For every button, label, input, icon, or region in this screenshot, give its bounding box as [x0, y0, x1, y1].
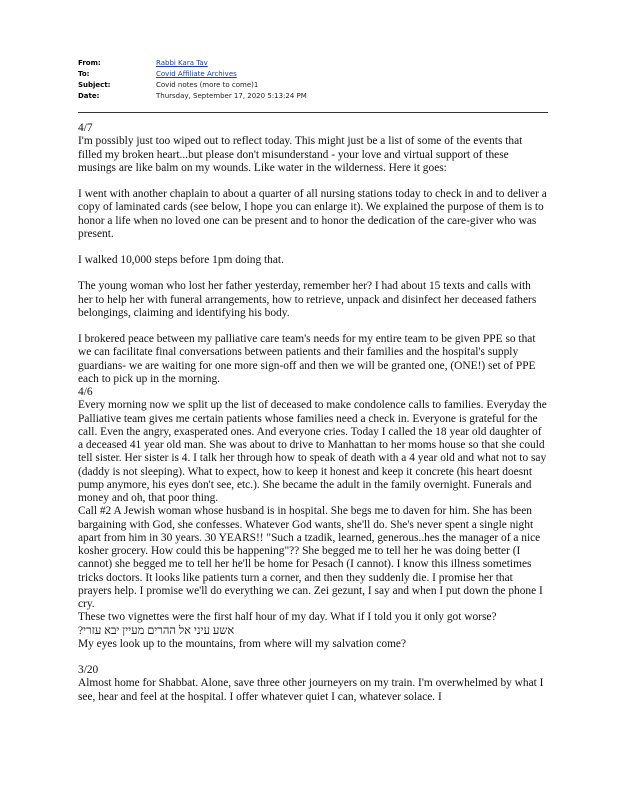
entry-date-4-6: 4/6	[78, 386, 93, 398]
from-label: From:	[78, 59, 101, 67]
date-label: Date:	[78, 92, 100, 100]
paragraph: Call #2 A Jewish woman whose husband is in hospital. She begs me to daven for him. She has been bargaining with God, she confesses. Whatever God wants, she'll do. She's never spent a single night apart from him in 30 years. 30 YEARS!! "Such a tzadik, learned, generous..hes the manager of a nice kosher grocery. How could this be happening"?? She begged me to tell her he was doing better (I cannot) she begged me to tell her he'll be home for Pesach (I cannot). I know this illness sometimes tricks doctors. It looks like patients turn a corner, and then they suddenly die. I promise her that prayers help. I promise we'll do everything we can. Zei gezunt, I say and when I put down the phone I cry.	[78, 505, 543, 610]
entry-date-3-20: 3/20	[78, 664, 99, 676]
email-header	[78, 58, 548, 102]
from-sender-link[interactable]: Rabbi Kara Tav	[156, 59, 208, 67]
paragraph: I brokered peace between my palliative care team's needs for my entire team to be given PPE so that we can facilitate final conversations between patients and their families and the hospital's supply guardians- we are waiting for one more sign-off and then we will be granted one, (ONE!) set of PPE each to pick up in the morning.	[78, 333, 536, 385]
entry-date-4-7: 4/7	[78, 122, 93, 134]
paragraph: I went with another chaplain to about a quarter of all nursing stations today to check in and to deliver a copy of laminated cards (see below, I hope you can enlarge it). We explained the purpose of them is to honor a life when no loved one can be present and to honor the dedication of the care-giver who was present.	[78, 188, 547, 240]
paragraph-gap	[78, 267, 548, 280]
date-row	[78, 91, 548, 102]
subject-label: Subject:	[78, 81, 111, 89]
paragraph: Almost home for Shabbat. Alone, save three other journeyers on my train. I'm overwhelmed by what I see, hear and feel at the hospital. I offer whatever quiet I can, whatever solace. I	[78, 677, 544, 703]
paragraph-gap	[78, 320, 548, 333]
from-row	[78, 58, 548, 69]
subject-value: Covid notes (more to come)1	[156, 81, 259, 89]
email-body	[78, 122, 548, 704]
date-value: Thursday, September 17, 2020 5:13:24 PM	[156, 92, 307, 100]
paragraph-gap	[78, 241, 548, 254]
subject-row	[78, 80, 548, 91]
paragraph: My eyes look up to the mountains, from where will my salvation come?	[78, 637, 407, 650]
paragraph: These two vignettes were the first half hour of my day. What if I told you it only got worse?	[78, 611, 497, 624]
to-label: To:	[78, 70, 90, 78]
to-row	[78, 69, 548, 80]
to-recipient-link[interactable]: Covid Affiliate Archives	[156, 70, 237, 78]
header-divider	[78, 112, 548, 113]
paragraph-gap	[78, 175, 548, 188]
paragraph: Every morning now we split up the list of deceased to make condolence calls to families. Everyday the Palliative team gives me certain patients whose families need a check in. Everyone is grateful for the call. Even the angry, exasperated ones. And everyone cries. Today I called the 18 year old daughter of a deceased 41 year old man. She was about to drive to Manhattan to her moms house so that she could tell sister. Her sister is 4. I talk her through how to speak of death with a 4 year old and what not to say (daddy is not sleeping). What to expect, how to keep it honest and keep it concrete (his heart doesnt pump anymore, his eyes don't see, etc.). She became the adult in the family overnight. Funerals and money and oh, that poor thing.	[78, 399, 547, 504]
hebrew-verse: אשע עיני אל ההרים מעיין יבא עזרי?	[78, 624, 235, 637]
paragraph-gap	[78, 651, 548, 664]
paragraph: I walked 10,000 steps before 1pm doing that.	[78, 254, 284, 266]
paragraph: I'm possibly just too wiped out to reflect today. This might just be a list of some of the events that filled my broken heart...but please don't misunderstand - your love and virtual support of these musings are like balm on my wounds. Like water in the wilderness. Here it goes:	[78, 135, 523, 174]
paragraph: The young woman who lost her father yesterday, remember her? I had about 15 texts and calls with her to help her with funeral arrangements, how to retrieve, unpack and disinfect her deceased fathers belongings, claiming and identifying his body.	[78, 280, 537, 319]
